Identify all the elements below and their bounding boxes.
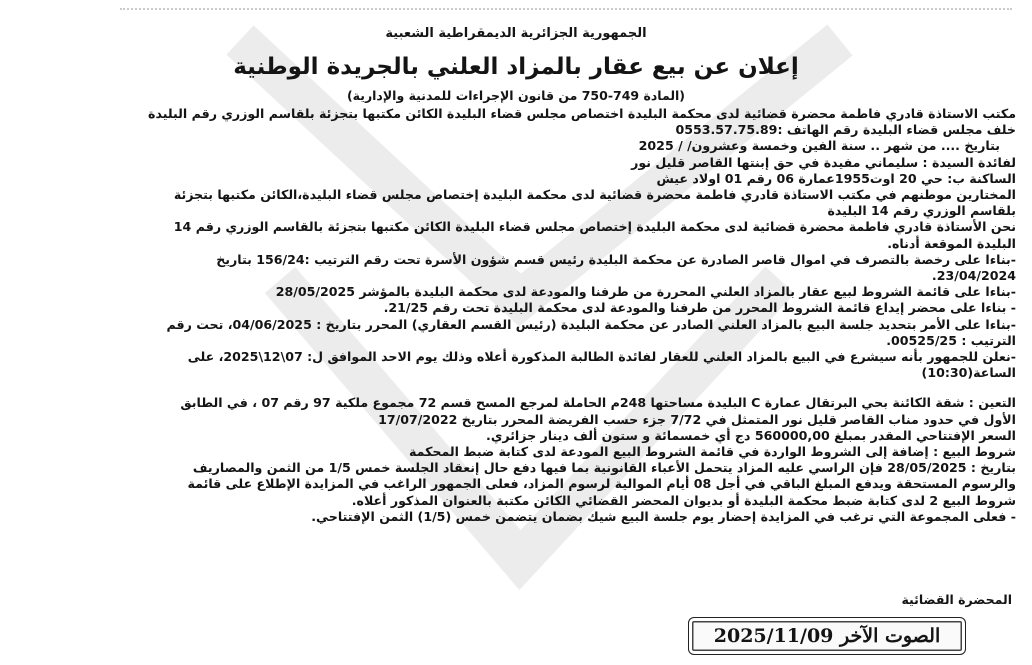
sale-conditions: شروط البيع : إضافة إلى الشروط الواردة في قائمة الشروط البيع المودعة لدى كتابة ضبط المحكمة	[408, 444, 1016, 460]
scan-edge	[120, 8, 1012, 22]
date-line: بتاريخ .... من شهر .. سنة الفين وخمسة وعشرون/ / 2025	[638, 138, 1000, 154]
basis-conditions: -بناءا على قائمة الشروط لبيع عقار بالمزاد العلني المحررة من طرفنا والمودعة لدى محكمة البليدة بالمؤشر 28/05/2025	[275, 284, 1016, 300]
beneficiary-line: لفائدة السيدة : سليماني مفيدة في حق إبنتها القاصر قليل نور	[631, 154, 1016, 170]
bailiff-paragraph: نحن الأستاذة قادري فاطمة محضرة قضائية لدى محكمة البليدة إختصاص مجلس قضاء البليدة الكائن مكتبها بتجزئة بالقاسم الوزري رقم 14 البليدة الموقعة أدناه.	[173, 219, 1016, 251]
newspaper-stamp	[688, 617, 966, 655]
legal-article: (المادة 749-750 من قانون الإجراءات للمدنية والإدارية)	[346, 88, 686, 103]
notice-body	[148, 106, 1016, 525]
payment-terms: بتاريخ : 28/05/2025 فإن الراسي عليه المزاد يتحمل الأعباء القانونية بما فيها دفع حال إنعقاد الجلسة خمس 1/5 من الثمن والمصاريف والرسوم المستحقة ويدفع المبلغ الباقي في أجل 08 أيام الموالية لرسوم المزاد، فعلى الجمهور الراغب في المزايدة الإطلاع على قائمة شروط البيع 2 لدى كتابة ضبط محكمة البليدة أو بديوان المحضر القضائي الكائن مكتبة بالعنوان المذكور أعلاه.	[187, 460, 1016, 508]
signature-line: المحضرة القضائية	[901, 592, 1012, 607]
auction-announcement: -نعلن للجمهور بأنه سيشرع في البيع بالمزاد العلني للعقار لفائدة الطالبة المذكورة أعلاه وذلك يوم الاحد الموافق ل: 07\12\2025، على الساعة(10:30)	[187, 349, 1016, 381]
basis-license: -بناءا على رخصة بالتصرف في اموال قاصر الصادرة عن محكمة البليدة رئيس قسم شؤون الأسرة تحت رقم الترتيب :156/24 بتاريخ 23/04/2024.	[216, 251, 1016, 284]
guarantee-note: - فعلى المجموعة التي ترغب في المزايدة إحضار يوم جلسة البيع شيك بضمان يتضمن خمس (1/5) الثمن الإفتتاحي.	[311, 508, 1016, 524]
republic-header: الجمهورية الجزائرية الديمقراطية الشعبية	[385, 26, 647, 41]
basis-order: -بناءا على الأمر بتحديد جلسة البيع بالمزاد العلني الصادر عن محكمة البليدة (رئيس القسم العقاري) المحرر بتاريخ : 04/06/2025، تحت رقم الترتيب : 00525/25.	[166, 316, 1016, 348]
newspaper-name-date: الصوت الآخر 2025/11/09	[713, 625, 941, 647]
property-designation: التعين : شقة الكائنة بحي البرتقال عمارة C البليدة مساحتها 248م الحاملة لمرجع المسح قسم 72 مجموع ملكية 97 رقم 07 ، في الطابق الأول في حدود مناب القاصر قليل نور المتمثل في 7/72 جزء حسب الفريضة المحرر بتاريخ 17/07/2022	[180, 395, 1016, 427]
domicile-paragraph: المختارين موطنهم في مكتب الاستاذة قادري فاطمة محضرة قضائية لدى محكمة البليدة إختصاص مجلس قضاء البليدة،الكائن مكتبها بتجزئة بلقاسم الوزري رقم 14 البليدة	[173, 187, 1016, 219]
opening-price: السعر الإفتتاحي المقدر بمبلغ 560000,00 دج أي خمسمائة و ستون ألف دينار جزائري.	[486, 427, 1016, 443]
spacer	[148, 381, 1016, 395]
residence-line: الساكنة ب: حي 20 اوت1955عمارة 06 رقم 01 اولاد عيش	[656, 170, 1016, 186]
office-paragraph: مكتب الاستاذة قادري فاطمة محضرة قضائية لدى محكمة البليدة اختصاص مجلس قضاء البليدة الكائن مكتبها بتجزئة بلقاسم الوزري رقم البليدة خلف مجلس قضاء البليدة رقم الهاتف :0553.57.75.89	[148, 106, 1016, 138]
basis-deposit: - بناءا على محضر إيداع قائمة الشروط المحرر من طرفنا والمودعة لدى محكمة البليدة تحت رقم 21/25.	[383, 300, 1016, 316]
notice-title: إعلان عن بيع عقار بالمزاد العلني بالجريدة الوطنية	[233, 54, 799, 80]
